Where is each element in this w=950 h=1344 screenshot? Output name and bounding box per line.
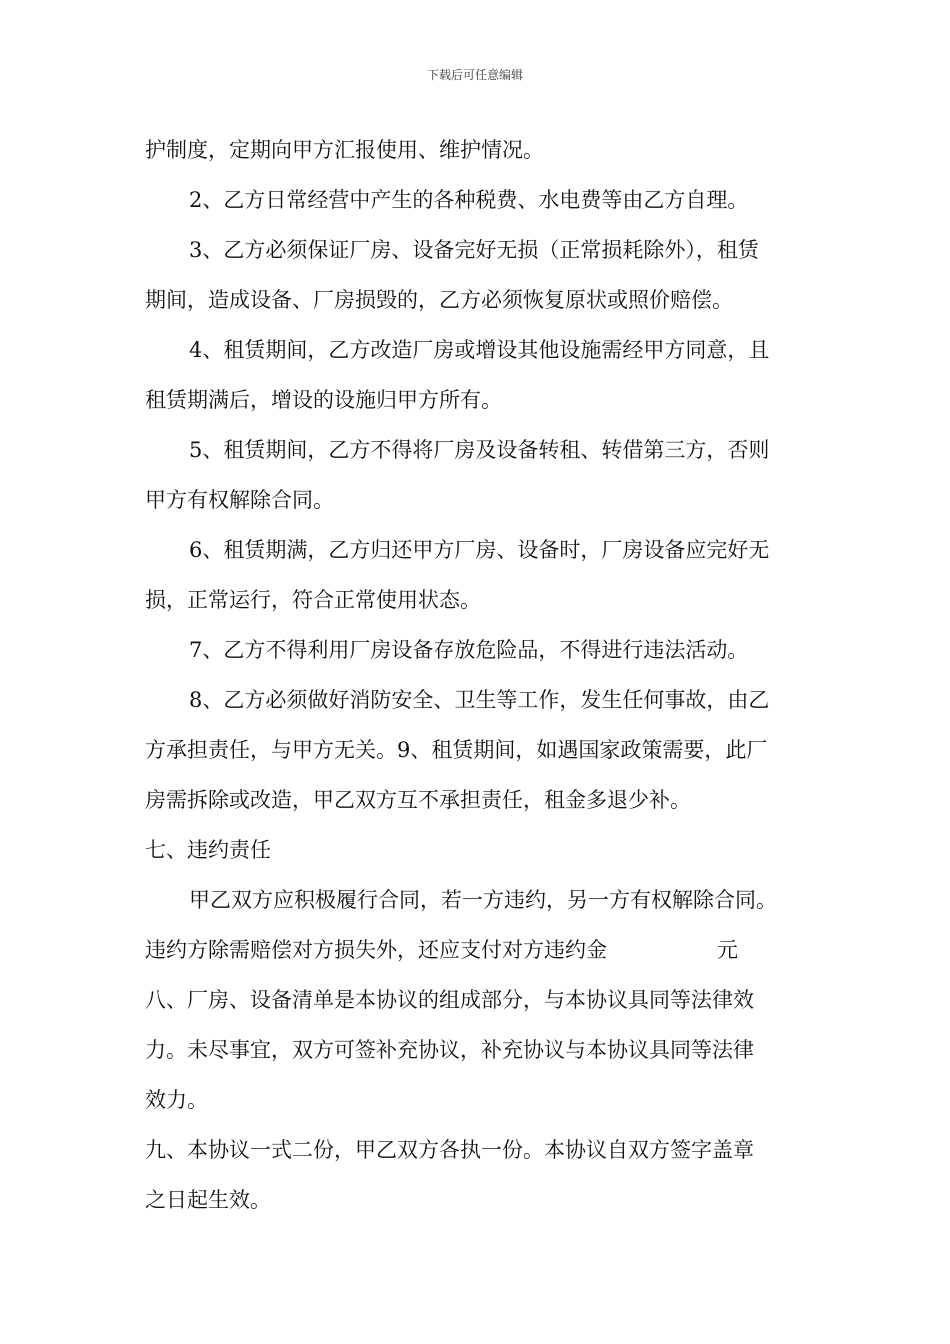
paragraph-line: 方承担责任，与甲方无关。9、租赁期间，如遇国家政策需要，此厂 (145, 738, 768, 762)
document-body (145, 130, 825, 1230)
breach-clause: 甲乙双方应积极履行合同，若一方违约，另一方有权解除合同。 (189, 888, 777, 912)
paragraph-line: 护制度，定期向甲方汇报使用、维护情况。 (145, 138, 544, 162)
clause-8: 8、乙方必须做好消防安全、卫生等工作，发生任何事故，由乙 (189, 688, 770, 712)
paragraph-line: 租赁期满后，增设的设施归甲方所有。 (145, 388, 502, 412)
section-heading-breach: 七、违约责任 (145, 838, 271, 862)
clause-3: 3、乙方必须保证厂房、设备完好无损（正常损耗除外），租赁 (189, 238, 759, 262)
clause-7: 7、乙方不得利用厂房设备存放危险品，不得进行违法活动。 (189, 638, 749, 662)
clause-4: 4、租赁期间，乙方改造厂房或增设其他设施需经甲方同意，且 (189, 338, 770, 362)
penalty-line (145, 930, 825, 980)
clause-6: 6、租赁期满，乙方归还甲方厂房、设备时，厂房设备应完好无 (189, 538, 770, 562)
paragraph-line: 期间，造成设备、厂房损毁的，乙方必须恢复原状或照价赔偿。 (145, 288, 733, 312)
clause-2: 2、乙方日常经营中产生的各种税费、水电费等由乙方自理。 (189, 188, 749, 212)
clause-5: 5、租赁期间，乙方不得将厂房及设备转租、转借第三方，否则 (189, 438, 770, 462)
paragraph-line: 房需拆除或改造，甲乙双方互不承担责任，租金多退少补。 (145, 788, 691, 812)
paragraph-line: 力。未尽事宜，双方可签补充协议，补充协议与本协议具同等法律 (145, 1038, 754, 1062)
paragraph-line: 甲方有权解除合同。 (145, 488, 334, 512)
currency-unit: 元 (717, 938, 738, 962)
section-heading-list: 八、厂房、设备清单是本协议的组成部分，与本协议具同等法律效 (145, 988, 754, 1012)
page-header: 下载后可任意编辑 (426, 68, 523, 82)
penalty-text: 违约方除需赔偿对方损失外，还应支付对方违约金 (145, 938, 607, 962)
section-heading-copies: 九、本协议一式二份，甲乙双方各执一份。本协议自双方签字盖章 (145, 1138, 754, 1162)
paragraph-line: 效力。 (145, 1088, 208, 1112)
paragraph-line: 损，正常运行，符合正常使用状态。 (145, 588, 481, 612)
paragraph-line: 之日起生效。 (145, 1188, 271, 1212)
